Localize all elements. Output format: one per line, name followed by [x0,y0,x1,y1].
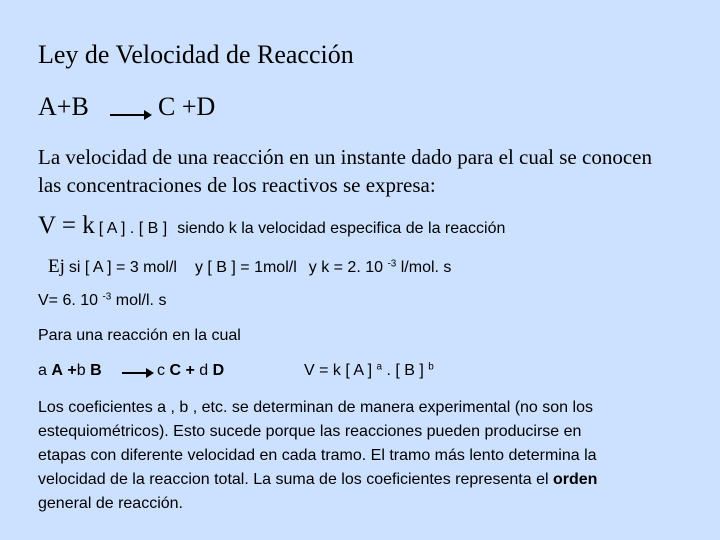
example-prefix: Ej [48,256,65,277]
example-line [48,256,451,278]
reaction-arrow [110,114,150,116]
general-intro: Para una reacción en la cual [38,327,241,344]
conclusion-line: estequiométricos). Esto sucede porque las reacciones pueden producirse en [38,423,582,440]
example-k-exponent: -3 [387,258,397,270]
conclusion-paragraph [38,396,718,516]
general-reactants [38,362,102,380]
rate-law-v: V = k [38,212,95,239]
example-k [309,259,452,276]
general-products [157,362,224,380]
coef-b: b [76,362,86,379]
example-a: si [ A ] = 3 mol/l [68,259,177,276]
result-exponent: -3 [102,291,112,303]
plus-sign: + [185,362,195,379]
example-b: y [ B ] = 1mol/l [194,259,297,276]
conclusion-line: etapas con diferente velocidad en cada tramo. El tramo más lento determina la [38,447,597,464]
species-A: A [51,362,63,379]
general-law-b-part: . [ B ] [386,362,424,379]
order-b: b [428,361,434,373]
conclusion-line-text: velocidad de la reaccion total. La suma de los coeficientes representa el [38,471,549,488]
order-emphasis: orden [552,471,598,488]
general-law-a-part: V = k [ A ] [304,362,373,379]
rate-law [38,212,505,240]
products: C +D [158,92,216,121]
reactants: A+B [38,92,89,121]
conclusion-line [38,468,718,492]
general-reaction-arrow [122,372,152,374]
coef-c: c [157,362,165,379]
example-k-unit: l/mol. s [400,259,452,276]
coef-a: a [38,362,47,379]
result-value: V= 6. 10 [38,292,99,309]
result-unit: mol/l. s [115,292,167,309]
conclusion-line: general de reacción. [38,495,183,512]
plus-sign: + [67,362,77,379]
intro-line: La velocidad de una reacción en un instante dado para el cual se conocen [38,145,652,169]
general-rate-law [304,362,434,380]
example-k-value: y k = 2. 10 [308,259,384,276]
species-C: C [169,362,182,379]
species-B: B [90,362,102,379]
intro-line: las concentraciones de los reactivos se expresa: [38,173,436,197]
order-a: a [376,361,383,373]
intro-text [38,143,708,199]
species-D: D [212,362,225,379]
page-title: Ley de Velocidad de Reacción [38,40,354,69]
coef-d: d [199,362,209,379]
rate-law-terms: [ A ] . [ B ] [98,220,168,237]
result-line [38,292,166,310]
rate-law-description: siendo k la velocidad especifica de la reacción [177,220,506,237]
conclusion-line: Los coeficientes a , b , etc. se determinan de manera experimental (no son los [38,399,593,416]
